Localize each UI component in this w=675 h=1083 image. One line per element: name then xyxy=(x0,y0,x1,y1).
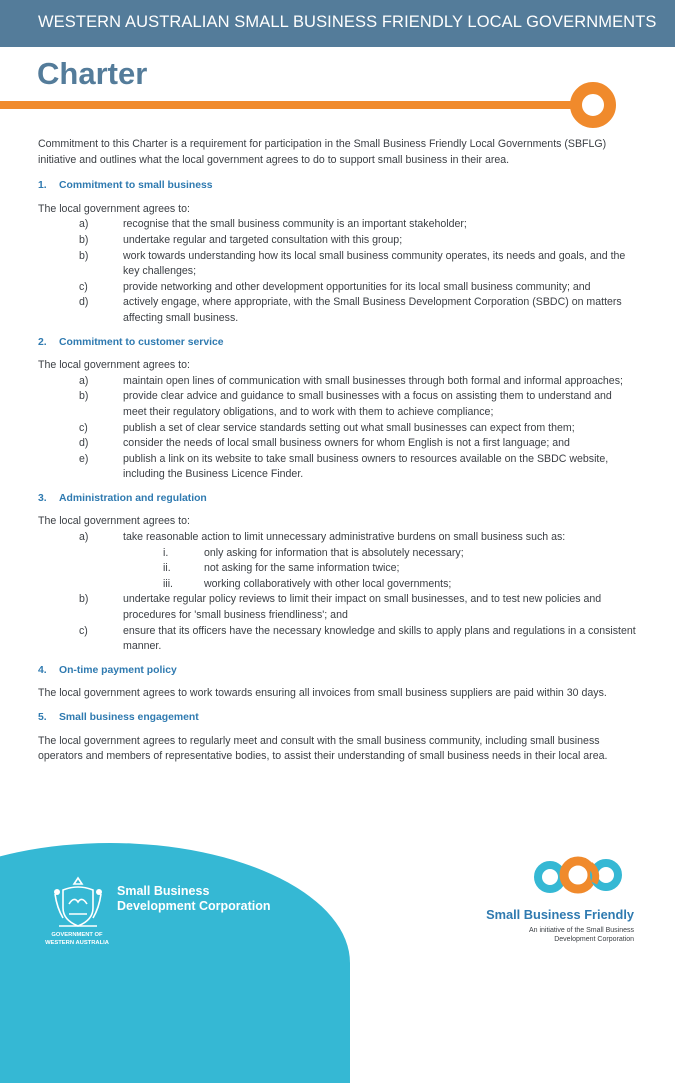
section-title: Commitment to small business xyxy=(59,180,213,192)
section-number: 3. xyxy=(38,492,47,504)
list-item xyxy=(38,530,638,546)
sub-item-text: working collaboratively with other local governments; xyxy=(204,577,452,590)
section-lead: The local government agrees to: xyxy=(38,515,190,528)
section-title: On-time payment policy xyxy=(59,664,177,676)
sbf-rings-logo-icon xyxy=(532,851,624,899)
sub-item-text: not asking for the same information twice; xyxy=(204,562,400,575)
charter-body xyxy=(38,137,638,765)
government-label xyxy=(38,932,116,947)
list-item xyxy=(38,421,638,437)
item-label: a) xyxy=(79,531,89,544)
item-label: a) xyxy=(79,218,89,231)
sub-item-label: ii. xyxy=(163,562,171,575)
section-number: 2. xyxy=(38,336,47,348)
wa-crest-icon xyxy=(47,874,109,934)
list-item xyxy=(38,280,638,296)
section-spacer xyxy=(38,327,638,335)
gov-line-2: WESTERN AUSTRALIA xyxy=(45,939,109,946)
sub-item-text: only asking for information that is absolutely necessary; xyxy=(204,546,464,559)
page-title: Charter xyxy=(37,56,148,91)
item-text: recognise that the small business community is an important stakeholder; xyxy=(123,218,467,231)
banner-title: WESTERN AUSTRALIAN SMALL BUSINESS FRIENDLY LOCAL GOVERNMENTS xyxy=(38,13,657,31)
section-lead: The local government agrees to: xyxy=(38,202,190,215)
sub-item-label: i. xyxy=(163,546,169,559)
list-item xyxy=(38,592,638,623)
intro-paragraph: Commitment to this Charter is a requirement for participation in the Small Business Friendly Local Governments (SBFLG) initiative and outlines what the local government agrees to do to support small business in their area. xyxy=(38,138,607,166)
item-label: b) xyxy=(79,233,89,246)
sbf-title: Small Business Friendly xyxy=(486,907,634,922)
list-item xyxy=(38,295,638,326)
gov-line-1: GOVERNMENT OF xyxy=(51,932,103,938)
item-text: publish a set of clear service standards setting out what small businesses can expect from them; xyxy=(123,421,575,434)
sub-list-item xyxy=(38,577,638,593)
section-title: Commitment to customer service xyxy=(59,336,224,348)
item-label: e) xyxy=(79,452,89,465)
sub-list-item xyxy=(38,546,638,562)
item-text: undertake regular and targeted consultation with this group; xyxy=(123,233,403,246)
item-label: b) xyxy=(79,390,89,403)
list-item xyxy=(38,217,638,233)
list-item xyxy=(38,452,638,483)
section-title: Administration and regulation xyxy=(59,492,207,504)
item-label: b) xyxy=(79,249,89,262)
section-spacer xyxy=(38,655,638,663)
section-5-heading xyxy=(38,710,638,726)
item-label: d) xyxy=(79,296,89,309)
item-text: undertake regular policy reviews to limit their impact on small businesses, and to test new policies and procedures for 'small business friendliness'; and xyxy=(123,593,602,622)
list-item xyxy=(38,233,638,249)
sub-item-label: iii. xyxy=(163,577,174,590)
section-number: 5. xyxy=(38,712,47,723)
sbf-sub-line-2: Development Corporation xyxy=(554,936,634,943)
item-label: a) xyxy=(79,374,89,387)
list-item xyxy=(38,374,638,390)
section-spacer xyxy=(38,702,638,710)
item-text: provide clear advice and guidance to small businesses with a focus on assisting them to understand and meet their regulatory obligations, and to work with them to achieve compliance; xyxy=(123,390,612,418)
sbdc-name xyxy=(117,884,297,914)
item-label: c) xyxy=(79,421,88,434)
section-1-heading xyxy=(38,178,638,194)
list-item xyxy=(38,249,638,280)
divider-ring-icon xyxy=(570,82,616,128)
title-divider xyxy=(0,101,580,109)
list-item xyxy=(38,436,638,452)
header-banner xyxy=(0,0,675,47)
item-label: c) xyxy=(79,280,88,293)
item-text: work towards understanding how its local small business community operates, its needs and goals, and the key challenges; xyxy=(123,249,626,278)
section-text: The local government agrees to regularly meet and consult with the small business community, including small business operators and members of representative bodies, to assist their understanding of small business needs in their local area. xyxy=(38,734,608,763)
section-title: Small business engagement xyxy=(59,712,199,723)
sub-list-item xyxy=(38,561,638,577)
item-label: d) xyxy=(79,437,89,450)
item-text: take reasonable action to limit unnecessary administrative burdens on small business such as: xyxy=(123,531,566,544)
sbdc-line-1: Small Business xyxy=(117,884,210,898)
item-text: ensure that its officers have the necessary knowledge and skills to apply plans and regulations in a consistent manner. xyxy=(123,624,636,653)
section-3-heading xyxy=(38,491,638,507)
item-label: b) xyxy=(79,593,89,606)
item-text: consider the needs of local small business owners for whom English is not a first language; and xyxy=(123,437,570,450)
list-item xyxy=(38,624,638,655)
item-label: c) xyxy=(79,624,88,637)
item-text: publish a link on its website to take small business owners to resources available on the SBDC website, including the Business Licence Finder. xyxy=(123,452,609,481)
list-item xyxy=(38,389,638,420)
section-spacer xyxy=(38,483,638,491)
item-text: maintain open lines of communication with small businesses through both formal and informal approaches; xyxy=(123,374,623,387)
section-2-heading xyxy=(38,335,638,351)
section-number: 1. xyxy=(38,180,47,192)
section-4-heading xyxy=(38,663,638,679)
item-text: actively engage, where appropriate, with the Small Business Development Corporation (SBDC) on matters affecting small business. xyxy=(123,296,622,324)
sbf-sub-line-1: An initiative of the Small Business xyxy=(528,927,634,934)
item-text: provide networking and other development opportunities for its local small business community; and xyxy=(123,280,591,293)
section-number: 4. xyxy=(38,664,47,676)
sbdc-line-2: Development Corporation xyxy=(117,899,271,913)
sbf-subtitle xyxy=(470,926,634,944)
section-lead: The local government agrees to: xyxy=(38,359,190,372)
section-text: The local government agrees to work towards ensuring all invoices from small business suppliers are paid within 30 days. xyxy=(38,687,607,700)
